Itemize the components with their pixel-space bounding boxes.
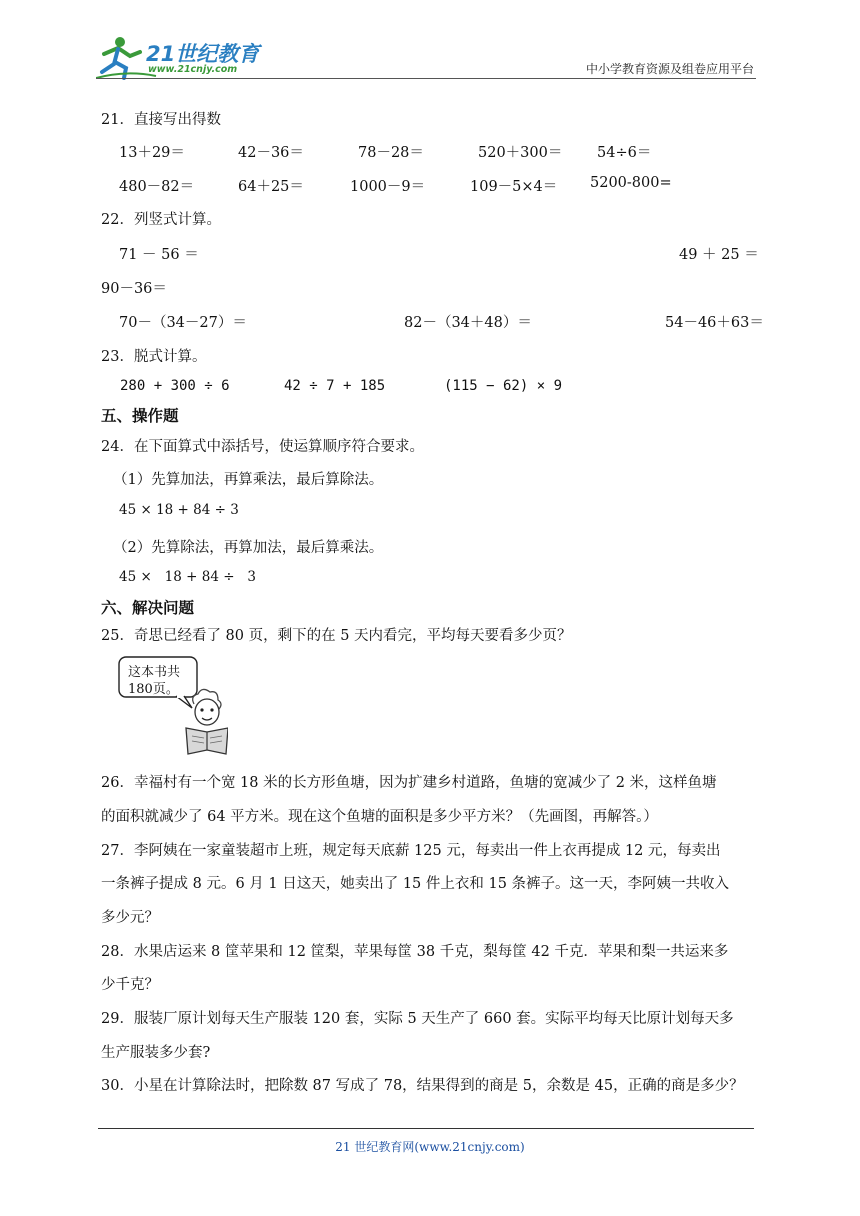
q22-c: 90－36＝ xyxy=(101,281,167,297)
q22-a: 71 － 56 ＝ xyxy=(119,247,199,263)
q21-r1-4: 520＋300＝ xyxy=(478,145,563,161)
q24-expr1: 45 × 18 + 84 ÷ 3 xyxy=(119,502,239,518)
q22-b: 49 ＋ 25 ＝ xyxy=(679,247,759,263)
footer-divider xyxy=(98,1128,754,1129)
q23-item-3: (115 − 62) × 9 xyxy=(444,378,563,394)
section-6-title: 六、解决问题 xyxy=(101,599,195,617)
q21-r1-2: 42－36＝ xyxy=(238,145,304,161)
q21-r1-1: 13＋29＝ xyxy=(119,145,185,161)
q29-line1: 29．服装厂原计划每天生产服装 120 套，实际 5 天生产了 660 套。实际平均每天比原计划每天多 xyxy=(101,1011,734,1027)
q30-line1: 30．小星在计算除法时，把除数 87 写成了 78，结果得到的商是 5，余数是 45，正确的商是多少？ xyxy=(101,1078,744,1094)
q28-line1: 28．水果店运来 8 筐苹果和 12 筐梨，苹果每筐 38 千克，梨每筐 42 千克．苹果和梨一共运来多 xyxy=(101,944,729,960)
q28-line2: 少千克？ xyxy=(101,977,159,993)
footer-site-link[interactable]: 21 世纪教育网(www.21cnjy.com) xyxy=(335,1140,525,1154)
q23-title: 23．脱式计算。 xyxy=(101,349,207,365)
logo-text: 21世纪教育 xyxy=(146,42,260,66)
q22-f: 54－46＋63＝ xyxy=(665,315,764,331)
q21-title: 21．直接写出得数 xyxy=(101,112,221,128)
q21-r2-4: 109－5×4＝ xyxy=(470,179,558,195)
q22-e: 82－（34＋48）＝ xyxy=(404,315,532,331)
q26-line1: 26．幸福村有一个宽 18 米的长方形鱼塘，因为扩建乡村道路，鱼塘的宽减少了 2 米，这样鱼塘 xyxy=(101,775,717,791)
q26-line2: 的面积就减少了 64 平方米。现在这个鱼塘的面积是多少平方米？（先画图，再解答。） xyxy=(101,809,658,825)
section-5-title: 五、操作题 xyxy=(101,407,179,425)
q22-title: 22．列竖式计算。 xyxy=(101,212,221,228)
logo-url: www.21cnjy.com xyxy=(148,64,238,75)
q29-line2: 生产服装多少套? xyxy=(101,1045,211,1061)
q21-r1-5: 54÷6＝ xyxy=(597,145,652,161)
speech-bubble-line-1: 这本书共 xyxy=(128,665,181,680)
header-divider xyxy=(96,78,756,79)
q21-r2-5: 5200-800= xyxy=(590,175,672,191)
q22-d: 70－（34－27）＝ xyxy=(119,315,247,331)
q21-r2-3: 1000－9＝ xyxy=(350,179,426,195)
q23-item-1: 280 + 300 ÷ 6 xyxy=(120,378,230,394)
q24-sub1: （1）先算加法，再算乘法，最后算除法。 xyxy=(113,472,384,488)
q24-sub2: （2）先算除法，再算加法，最后算乘法。 xyxy=(113,540,384,556)
q21-r1-3: 78－28＝ xyxy=(358,145,424,161)
q23-item-2: 42 ÷ 7 + 185 xyxy=(284,378,386,394)
q27-line3: 多少元？ xyxy=(101,910,159,926)
q27-line2: 一条裤子提成 8 元。6 月 1 日这天，她卖出了 15 件上衣和 15 条裤子。这一天，李阿姨一共收入 xyxy=(101,876,730,892)
q25-illustration xyxy=(118,656,228,756)
logo xyxy=(96,34,266,80)
q21-r2-1: 480－82＝ xyxy=(119,179,195,195)
q24-title: 24．在下面算式中添括号，使运算顺序符合要求。 xyxy=(101,439,424,455)
q27-line1: 27．李阿姨在一家童装超市上班，规定每天底薪 125 元，每卖出一件上衣再提成 12 元，每卖出 xyxy=(101,843,721,859)
speech-bubble-line-2: 180页。 xyxy=(128,682,179,697)
q25-title: 25．奇思已经看了 80 页，剩下的在 5 天内看完，平均每天要看多少页？ xyxy=(101,628,572,644)
header-platform-text: 中小学教育资源及组卷应用平台 xyxy=(585,62,754,76)
q24-expr2: 45 × 18 + 84 ÷ 3 xyxy=(119,569,256,585)
q21-r2-2: 64＋25＝ xyxy=(238,179,304,195)
